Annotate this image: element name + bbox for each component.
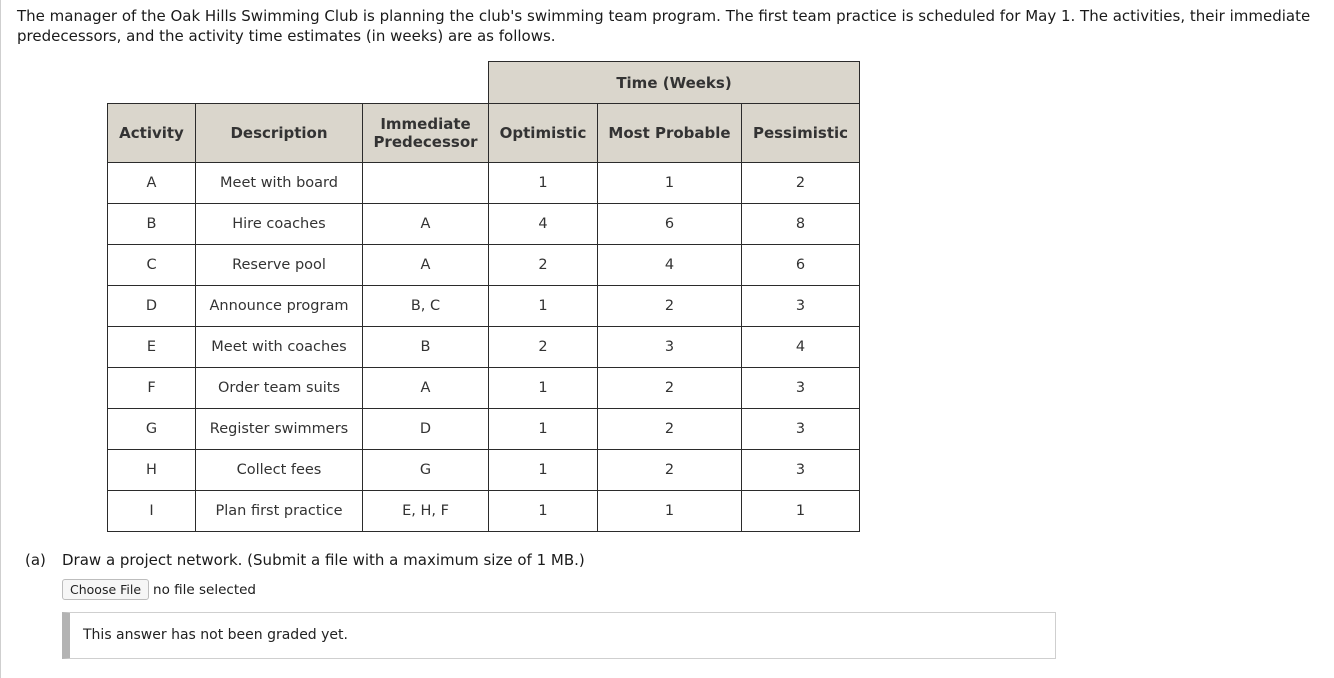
activity-table-body	[108, 163, 860, 532]
cell-pessimistic: 8	[742, 204, 860, 245]
cell-most-probable: 2	[598, 450, 742, 491]
cell-most-probable: 1	[598, 491, 742, 532]
cell-optimistic: 1	[489, 163, 598, 204]
cell-activity: C	[108, 245, 196, 286]
description-header: Description	[196, 104, 363, 163]
part-a-prompt	[25, 551, 585, 569]
cell-description: Collect fees	[196, 450, 363, 491]
part-a-text: Draw a project network. (Submit a file with a maximum size of 1 MB.)	[62, 551, 585, 569]
file-status: no file selected	[153, 581, 256, 598]
cell-most-probable: 2	[598, 368, 742, 409]
activity-table	[107, 61, 860, 532]
predecessor-header-line2: Predecessor	[373, 133, 478, 151]
cell-optimistic: 2	[489, 327, 598, 368]
cell-optimistic: 4	[489, 204, 598, 245]
cell-description: Meet with board	[196, 163, 363, 204]
cell-most-probable: 2	[598, 286, 742, 327]
activity-header: Activity	[108, 104, 196, 163]
problem-intro: The manager of the Oak Hills Swimming Club is planning the club's swimming team program. The first team practice is scheduled for May 1. The activities, their immediate predecessors, and the activity time estimates (in weeks) are as follows.	[17, 7, 1311, 45]
table-row	[108, 409, 860, 450]
cell-activity: G	[108, 409, 196, 450]
cell-optimistic: 1	[489, 409, 598, 450]
table-row	[108, 286, 860, 327]
table-row	[108, 204, 860, 245]
predecessor-header	[363, 104, 489, 163]
cell-predecessor: A	[363, 204, 489, 245]
cell-predecessor: G	[363, 450, 489, 491]
table-row	[108, 368, 860, 409]
cell-optimistic: 2	[489, 245, 598, 286]
cell-pessimistic: 3	[742, 409, 860, 450]
table-row	[108, 245, 860, 286]
cell-optimistic: 1	[489, 491, 598, 532]
cell-most-probable: 4	[598, 245, 742, 286]
cell-pessimistic: 3	[742, 450, 860, 491]
cell-most-probable: 1	[598, 163, 742, 204]
cell-description: Plan first practice	[196, 491, 363, 532]
choose-file-button[interactable]: Choose File	[62, 579, 149, 600]
cell-optimistic: 1	[489, 286, 598, 327]
cell-description: Register swimmers	[196, 409, 363, 450]
predecessor-header-line1: Immediate	[380, 115, 471, 133]
cell-most-probable: 2	[598, 409, 742, 450]
time-weeks-header: Time (Weeks)	[489, 62, 860, 104]
cell-predecessor: A	[363, 245, 489, 286]
left-border	[0, 0, 1, 678]
table-row	[108, 327, 860, 368]
grading-status-text: This answer has not been graded yet.	[83, 627, 348, 643]
cell-optimistic: 1	[489, 368, 598, 409]
cell-pessimistic: 3	[742, 286, 860, 327]
cell-most-probable: 3	[598, 327, 742, 368]
cell-pessimistic: 3	[742, 368, 860, 409]
cell-activity: F	[108, 368, 196, 409]
table-row	[108, 491, 860, 532]
cell-activity: B	[108, 204, 196, 245]
cell-predecessor: B	[363, 327, 489, 368]
grading-status-box	[62, 612, 1056, 659]
cell-description: Reserve pool	[196, 245, 363, 286]
cell-activity: E	[108, 327, 196, 368]
cell-activity: H	[108, 450, 196, 491]
cell-predecessor: E, H, F	[363, 491, 489, 532]
file-upload	[62, 579, 256, 600]
cell-pessimistic: 6	[742, 245, 860, 286]
cell-description: Hire coaches	[196, 204, 363, 245]
cell-pessimistic: 4	[742, 327, 860, 368]
cell-optimistic: 1	[489, 450, 598, 491]
cell-predecessor: A	[363, 368, 489, 409]
cell-activity: A	[108, 163, 196, 204]
cell-most-probable: 6	[598, 204, 742, 245]
cell-predecessor: B, C	[363, 286, 489, 327]
cell-activity: I	[108, 491, 196, 532]
table-row	[108, 450, 860, 491]
table-row	[108, 163, 860, 204]
cell-description: Meet with coaches	[196, 327, 363, 368]
optimistic-header: Optimistic	[489, 104, 598, 163]
cell-pessimistic: 1	[742, 491, 860, 532]
cell-predecessor	[363, 163, 489, 204]
cell-pessimistic: 2	[742, 163, 860, 204]
cell-predecessor: D	[363, 409, 489, 450]
pessimistic-header: Pessimistic	[742, 104, 860, 163]
cell-description: Announce program	[196, 286, 363, 327]
cell-description: Order team suits	[196, 368, 363, 409]
part-a-label: (a)	[25, 551, 46, 569]
cell-activity: D	[108, 286, 196, 327]
most-probable-header: Most Probable	[598, 104, 742, 163]
